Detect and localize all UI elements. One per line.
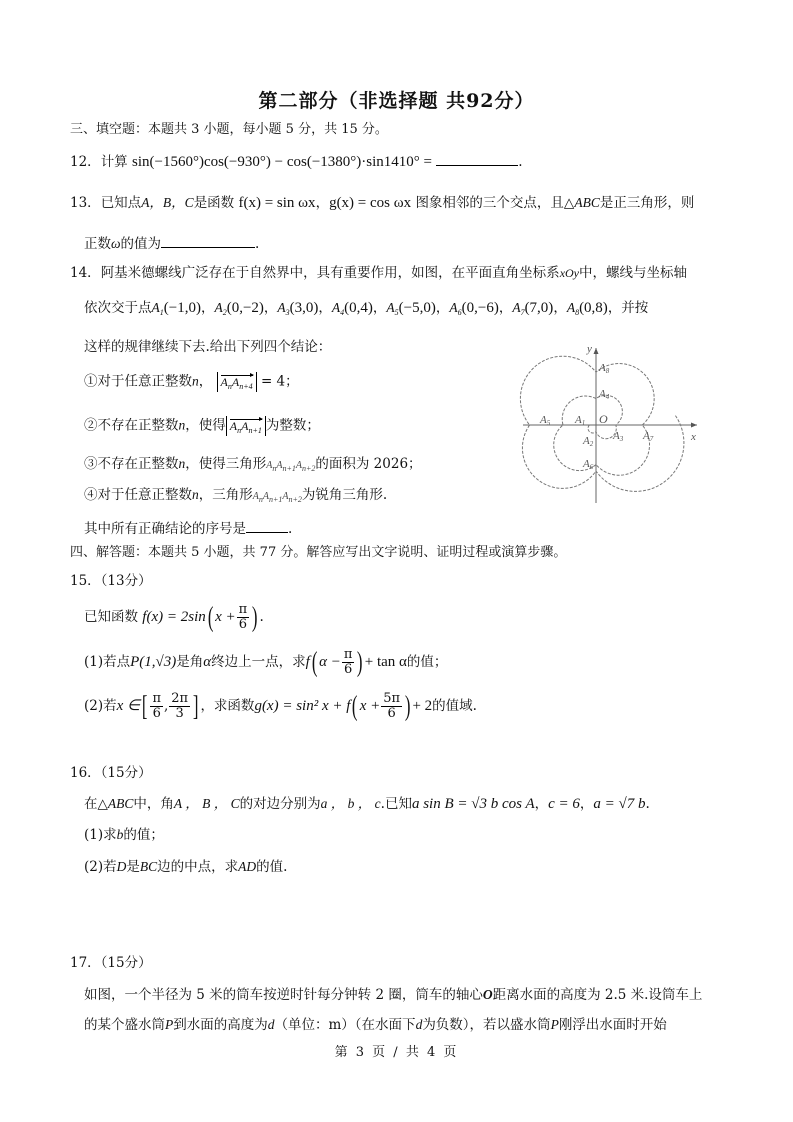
q15-point-p: P(1,√3): [130, 654, 177, 670]
q16-text: .已知: [380, 796, 412, 812]
q16-p1-b: b: [116, 827, 124, 842]
q16-sides: a ， b ， c: [320, 796, 381, 811]
q14-point-a6-coord: (0,−6): [461, 300, 499, 316]
q13-text: 已知点: [100, 195, 142, 211]
c3-triangle: $A_nA_{n+1}A_{n+2}$: [266, 460, 316, 473]
q15-p2-interval-left: $\frac{\pi}{6}$: [152, 691, 161, 721]
q17-text: 的某个盛水筒: [84, 1017, 165, 1033]
q15-number: 15．（13分）: [70, 573, 152, 589]
q14-conclusion-3: [84, 455, 422, 478]
q17-line1: [84, 986, 702, 1004]
c2-text: ②不存在正整数: [84, 417, 179, 434]
q16-number: 16．（15分）: [70, 765, 152, 781]
q14-answer-blank[interactable]: [246, 518, 288, 533]
archimedean-spiral-figure: [515, 340, 705, 510]
q15-p2-interval-right: $\frac{2\pi}{3}$: [171, 691, 189, 721]
q12-prefix: 计算: [100, 154, 128, 170]
q16-text: 中，角: [133, 796, 174, 812]
q17-d: d: [415, 1017, 423, 1032]
question-14-line1: [70, 264, 687, 282]
label-a5: A5: [540, 414, 551, 427]
q14-point-a7-coord: (7,0): [524, 300, 554, 316]
x-axis-arrow-icon: [691, 423, 697, 428]
q17-line2: [84, 1016, 667, 1034]
q16-p2-text: 是: [126, 859, 140, 875]
q14-point-a7: $A_7$: [512, 300, 525, 317]
q14-point-a3: $A_3$: [277, 300, 290, 317]
c4-text: ，三角形: [198, 487, 253, 503]
c3-text: ，使得三角形: [185, 456, 267, 472]
c1-text: = 4；: [260, 373, 299, 390]
paren-left: (: [207, 601, 214, 633]
q15-p2-x: x ∈: [116, 698, 141, 714]
c4-n: n: [192, 487, 199, 502]
c1-vector-magnitude: $A_nA_{n+4}$: [217, 372, 257, 392]
q15-part1: (1)若点P(1,√3)是角α终边上一点，求f( α − $\frac{\pi}{6}$ ) + tan α的值；: [84, 646, 448, 678]
q14-conclusion-1: ①对于任意正整数n， $A_nA_{n+4} = 4$；: [84, 373, 299, 391]
q12-number: 12．: [70, 154, 101, 170]
q14-point-a4: $A_4$: [331, 300, 345, 317]
q17-text: 为负数），若以盛水筒: [422, 1017, 551, 1033]
y-axis-label: y: [587, 343, 592, 355]
c2-n: n: [178, 417, 186, 433]
q16-condition-3: a = √7 b: [593, 796, 646, 812]
q14-text: 中，螺线与坐标轴: [579, 265, 688, 281]
q16-text: 在△: [84, 796, 108, 812]
q13-text: 是正三角形，则: [599, 195, 695, 211]
q13-text: 是函数: [193, 195, 235, 211]
question-14-line2: 依次交于点$A_1(-1,0)$，$A_2(0,-2)$，$A_3(3,0)$，$A_4(0,4)$，$A_5(-5,0)$，$A_6(0,-6)$，$A_7(7,0)$，$A_8(0,8)$，并按: [84, 300, 649, 317]
question-14-line3: 这样的规律继续下去.给出下列四个结论：: [84, 339, 332, 355]
part4-header: 四、解答题：本题共 5 小题，共 77 分。解答应写出文字说明、证明过程或演算步骤。: [70, 545, 567, 560]
paren-right: ): [252, 601, 258, 633]
q17-axis-o: O: [482, 987, 493, 1002]
q14-number: 14．: [70, 265, 101, 281]
c4-text: 为锐角三角形.: [301, 487, 388, 503]
label-a3: A3: [613, 430, 624, 443]
label-a7: A7: [643, 430, 654, 443]
q15-p2-arg: x +: [359, 698, 381, 714]
q13-text: 正数: [84, 236, 111, 252]
q16-p1-text: 的值；: [123, 827, 164, 843]
q15-p1-fraction: $\frac{\pi}{6}$: [343, 647, 353, 677]
q14-point-a2: $A_2$: [214, 300, 227, 317]
q16-text: 的对边分别为: [239, 796, 321, 812]
q16-condition-1: a sin B = √3 b cos A: [411, 796, 535, 812]
q14-conclusion-2: [84, 416, 320, 436]
q14-text: 阿基米德螺线广泛存在于自然界中，具有重要作用，如图，在平面直角坐标系: [100, 265, 560, 281]
c1-text: ①对于任意正整数: [84, 373, 192, 390]
label-a6: A6: [583, 458, 594, 471]
q15-p2-text: 的值域.: [432, 698, 477, 714]
x-axis-label: x: [691, 431, 696, 443]
q15-p1-text: 的值；: [406, 654, 448, 670]
q12-suffix: .: [518, 154, 523, 170]
part3-header: 三、填空题：本题共 3 小题，每小题 5 分，共 15 分。: [70, 122, 388, 137]
q16-p2-text: 的值.: [256, 859, 288, 875]
q16-p2-text: 边的中点，求: [157, 859, 239, 875]
q15-p1-text: (1)若点: [84, 654, 131, 670]
page-footer: 第 3 页 / 共 4 页: [334, 1045, 459, 1060]
label-a4: A4: [599, 388, 610, 401]
q17-text: 如图，一个半径为 5 米的筒车按逆时针每分钟转 2 圈，筒车的轴心: [84, 987, 483, 1003]
q15-f: f(x) = 2sin: [142, 609, 206, 625]
q13-sep: ，: [315, 195, 330, 211]
q14-point-a3-coord: (3,0): [289, 300, 319, 316]
q14-coord-system: xOy: [559, 266, 580, 280]
q15-p2-tail: + 2: [412, 698, 433, 714]
q14-point-a5: $A_5$: [386, 300, 399, 317]
q12-answer-blank[interactable]: [436, 151, 518, 166]
q15-alpha: α: [203, 654, 212, 670]
c2-vector-magnitude: $A_nA_{n+1}$: [226, 416, 266, 436]
q17-text: 到水面的高度为: [173, 1017, 268, 1033]
q15-p1-text: 终边上一点，求: [211, 654, 306, 670]
label-a1: A1: [575, 414, 586, 427]
q13-suffix: .: [255, 236, 260, 252]
c3-text: ③不存在正整数: [84, 456, 179, 472]
q16-p2-bc: BC: [139, 859, 158, 874]
q15-p1-tail: + tan α: [364, 654, 407, 670]
q15-arg: x +: [215, 609, 236, 625]
q15-p1-arg: α −: [319, 654, 341, 670]
q14-point-a8: $A_8$: [566, 300, 580, 317]
q17-text: 距离水面的高度为 2.5 米.设筒车上: [492, 987, 703, 1003]
q16-statement: 在△ABC中，角A ， B ， C的对边分别为a ， b ， c.已知a sin B = √3 b cos A，c = 6，a = √7 b.: [84, 796, 650, 812]
q16-angles: A ， B ， C: [173, 796, 240, 811]
q17-d: d: [267, 1017, 275, 1032]
c1-n: n: [192, 373, 199, 389]
q14-point-a1: $A_1$: [151, 300, 164, 317]
q17-p: P: [550, 1017, 559, 1032]
q14-conclusion-4: [84, 486, 387, 509]
q14-point-a2-coord: (0,−2): [226, 300, 264, 316]
q13-points: A，B，C: [141, 195, 194, 210]
question-13-line2: [84, 233, 259, 253]
q14-point-a4-coord: (0,4): [344, 300, 373, 316]
q13-answer-blank[interactable]: [161, 233, 255, 248]
c3-text: 的面积为 2026；: [315, 456, 422, 472]
c4-triangle: $A_nA_{n+1}A_{n+2}$: [252, 491, 302, 504]
q14-point-a1-coord: (−1,0): [163, 300, 201, 316]
q17-text: （单位：m）（在水面下: [274, 1017, 416, 1033]
q16-triangle: ABC: [107, 796, 134, 811]
c4-text: ④对于任意正整数: [84, 487, 192, 503]
q15-part2: (2)若x ∈[ $\frac{\pi}{6}$ , $\frac{2\pi}{3}$ ] ，求函数g(x) = sin² x + f( x + $\frac{5\pi}{6}$ ) + 2的值域.: [84, 690, 477, 722]
c2-text: 为整数；: [265, 417, 320, 434]
q13-f-formula: f(x) = sin ωx: [238, 195, 316, 211]
q14-text: ，并按: [607, 300, 649, 316]
q17-text: 刚浮出水面时开始: [558, 1017, 667, 1033]
q15-text: 已知函数: [84, 609, 138, 625]
c3-n: n: [178, 456, 186, 471]
q12-expression: sin(−1560°)cos(−930°) − cos(−1380°)·sin1410° =: [131, 154, 432, 170]
q13-text: 图象相邻的三个交点，且△: [415, 195, 575, 211]
q15-fraction: $\frac{\pi}{6}$: [238, 602, 248, 632]
q13-g-formula: g(x) = cos ωx: [329, 195, 412, 211]
q16-p2-text: (2)若: [84, 859, 117, 875]
q16-p2-ad: AD: [238, 859, 257, 874]
q16-part1: [84, 826, 164, 844]
label-a8: A8: [599, 362, 610, 375]
origin-label: O: [599, 412, 608, 426]
q15-p1-f: f: [305, 654, 310, 670]
q13-omega: ω: [111, 236, 121, 251]
q14-answer-prompt: 其中所有正确结论的序号是: [84, 521, 246, 537]
q15-p2-g: g(x) = sin² x + f: [254, 698, 351, 714]
c2-text: ，使得: [185, 417, 226, 434]
question-13-line1: [70, 194, 694, 212]
q14-text: 依次交于点: [84, 300, 152, 316]
q16-condition-2: c = 6: [548, 796, 580, 812]
q13-triangle: ABC: [574, 195, 600, 210]
q15-p2-text: ，求函数: [200, 698, 255, 714]
q16-part2: [84, 858, 287, 876]
q17-number: 17．（15分）: [70, 955, 152, 971]
q15-given: 已知函数 f(x) = 2sin( x + $\frac{\pi}{6}$ ) .: [84, 601, 264, 633]
q13-text: 的值为: [120, 236, 162, 252]
question-12: [70, 151, 523, 171]
label-a2: A2: [583, 435, 594, 448]
q16-p1-text: (1)求: [84, 827, 117, 843]
q17-p: P: [165, 1017, 174, 1032]
y-axis-arrow-icon: [594, 348, 599, 354]
q14-point-a8-coord: (0,8): [579, 300, 608, 316]
q16-p2-d: D: [116, 859, 127, 874]
section-title: 第二部分（非选择题 共92分）: [258, 90, 535, 112]
q14-answer-line: [84, 518, 292, 538]
q13-number: 13．: [70, 195, 101, 211]
q14-suffix: .: [288, 521, 293, 537]
q15-p2-fraction: $\frac{5\pi}{6}$: [383, 691, 401, 721]
q14-point-a6: $A_6$: [449, 300, 462, 317]
q15-p2-text: (2)若: [84, 698, 117, 714]
q14-point-a5-coord: (−5,0): [398, 300, 436, 316]
q15-p1-text: 是角: [176, 654, 204, 670]
